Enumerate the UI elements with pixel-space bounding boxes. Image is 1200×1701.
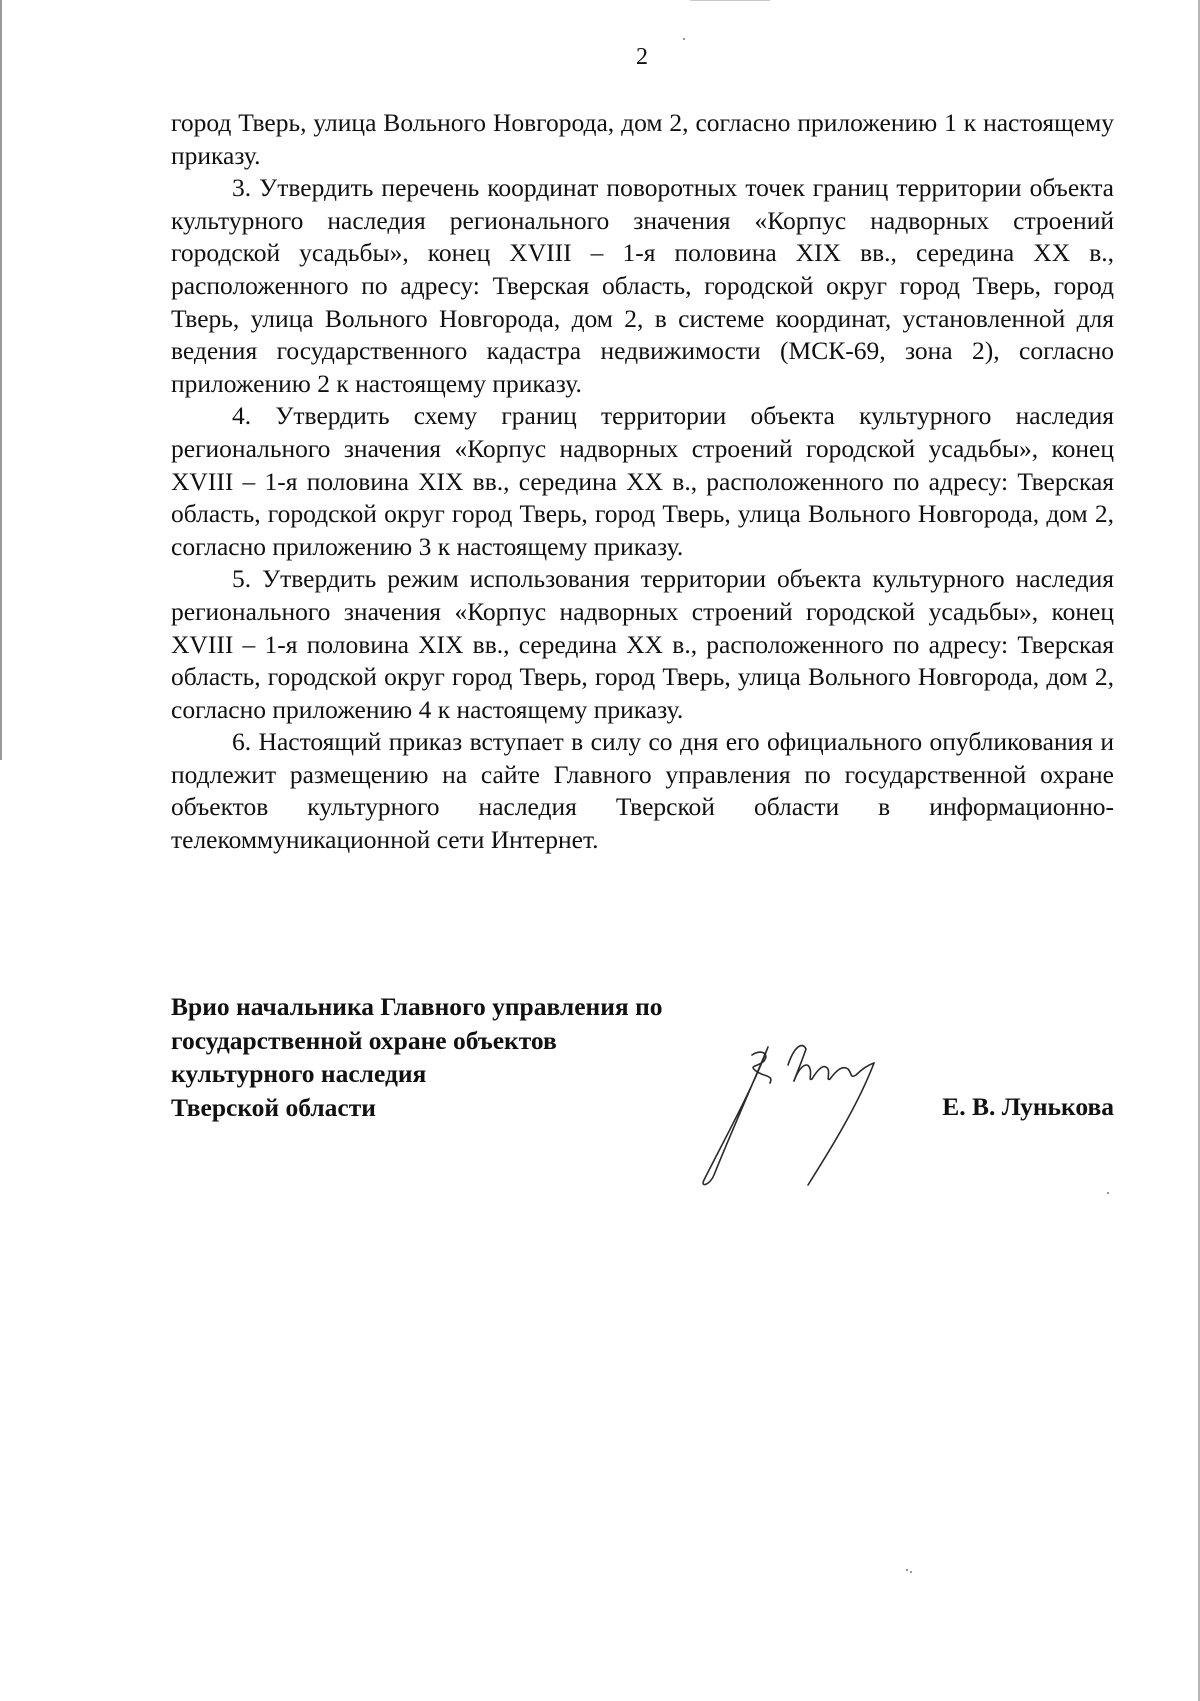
paragraph-item-5: 5. Утвердить режим использования территории объекта культурного наследия регионального значения «Корпус надворных строений городской усадьбы», конец XVIII – 1-я половина XIX вв., середина XX в., расположенного по адресу: Тверская область, городской округ город Тверь, город Тверь, улица Вольного Новгорода, дом 2, согласно приложению 4 к настоящему приказу. (171, 564, 1114, 724)
paragraph-continuation: город Тверь, улица Вольного Новгорода, дом 2, согласно приложению 1 к настоящему приказу. (171, 108, 1114, 170)
scan-speck (683, 38, 685, 40)
signer-name: Е. В. Лунькова (942, 1092, 1114, 1121)
paragraph-item-3: 3. Утвердить перечень координат поворотных точек границ территории объекта культурного наследия регионального значения «Корпус надворных строений городской усадьбы», конец XVIII – 1-я половина XIX вв., середина XX в., расположенного по адресу: Тверская область, городской округ город Тверь, город Тверь, улица Вольного Новгорода, дом 2, в системе координат, установленной для ведения государственного кадастра недвижимости (МСК-69, зона 2), согласно приложению 2 к настоящему приказу. (171, 173, 1114, 398)
handwritten-signature (690, 1035, 920, 1190)
paragraph-item-4: 4. Утвердить схему границ территории объекта культурного наследия регионального значения «Корпус надворных строений городской усадьбы», конец XVIII – 1-я половина XIX вв., середина XX в., расположенного по адресу: Тверская область, городской округ город Тверь, город Тверь, улица Вольного Новгорода, дом 2, согласно приложению 3 к настоящему приказу. (171, 401, 1114, 561)
paragraph-item-6: 6. Настоящий приказ вступает в силу со дня его официального опубликования и подлежит размещению на сайте Главного управления по государственной охране объектов культурного наследия Тверской области в информационно-телекоммуникационной сети Интернет. (171, 727, 1114, 855)
signatory-position-line: Врио начальника Главного управления по (171, 992, 663, 1021)
page-number: 2 (636, 44, 648, 70)
document-body (171, 107, 1114, 857)
scan-mark-top (690, 0, 770, 1)
signatory-position-line: государственной охране объектов (171, 1025, 557, 1055)
signatory-position-line: культурного наследия (171, 1059, 427, 1088)
scan-speck (1107, 1192, 1109, 1194)
scan-edge-left (0, 0, 2, 760)
scan-speck (910, 1571, 912, 1573)
signatory-position-line: Тверской области (171, 1092, 376, 1122)
scan-speck (906, 1569, 908, 1571)
